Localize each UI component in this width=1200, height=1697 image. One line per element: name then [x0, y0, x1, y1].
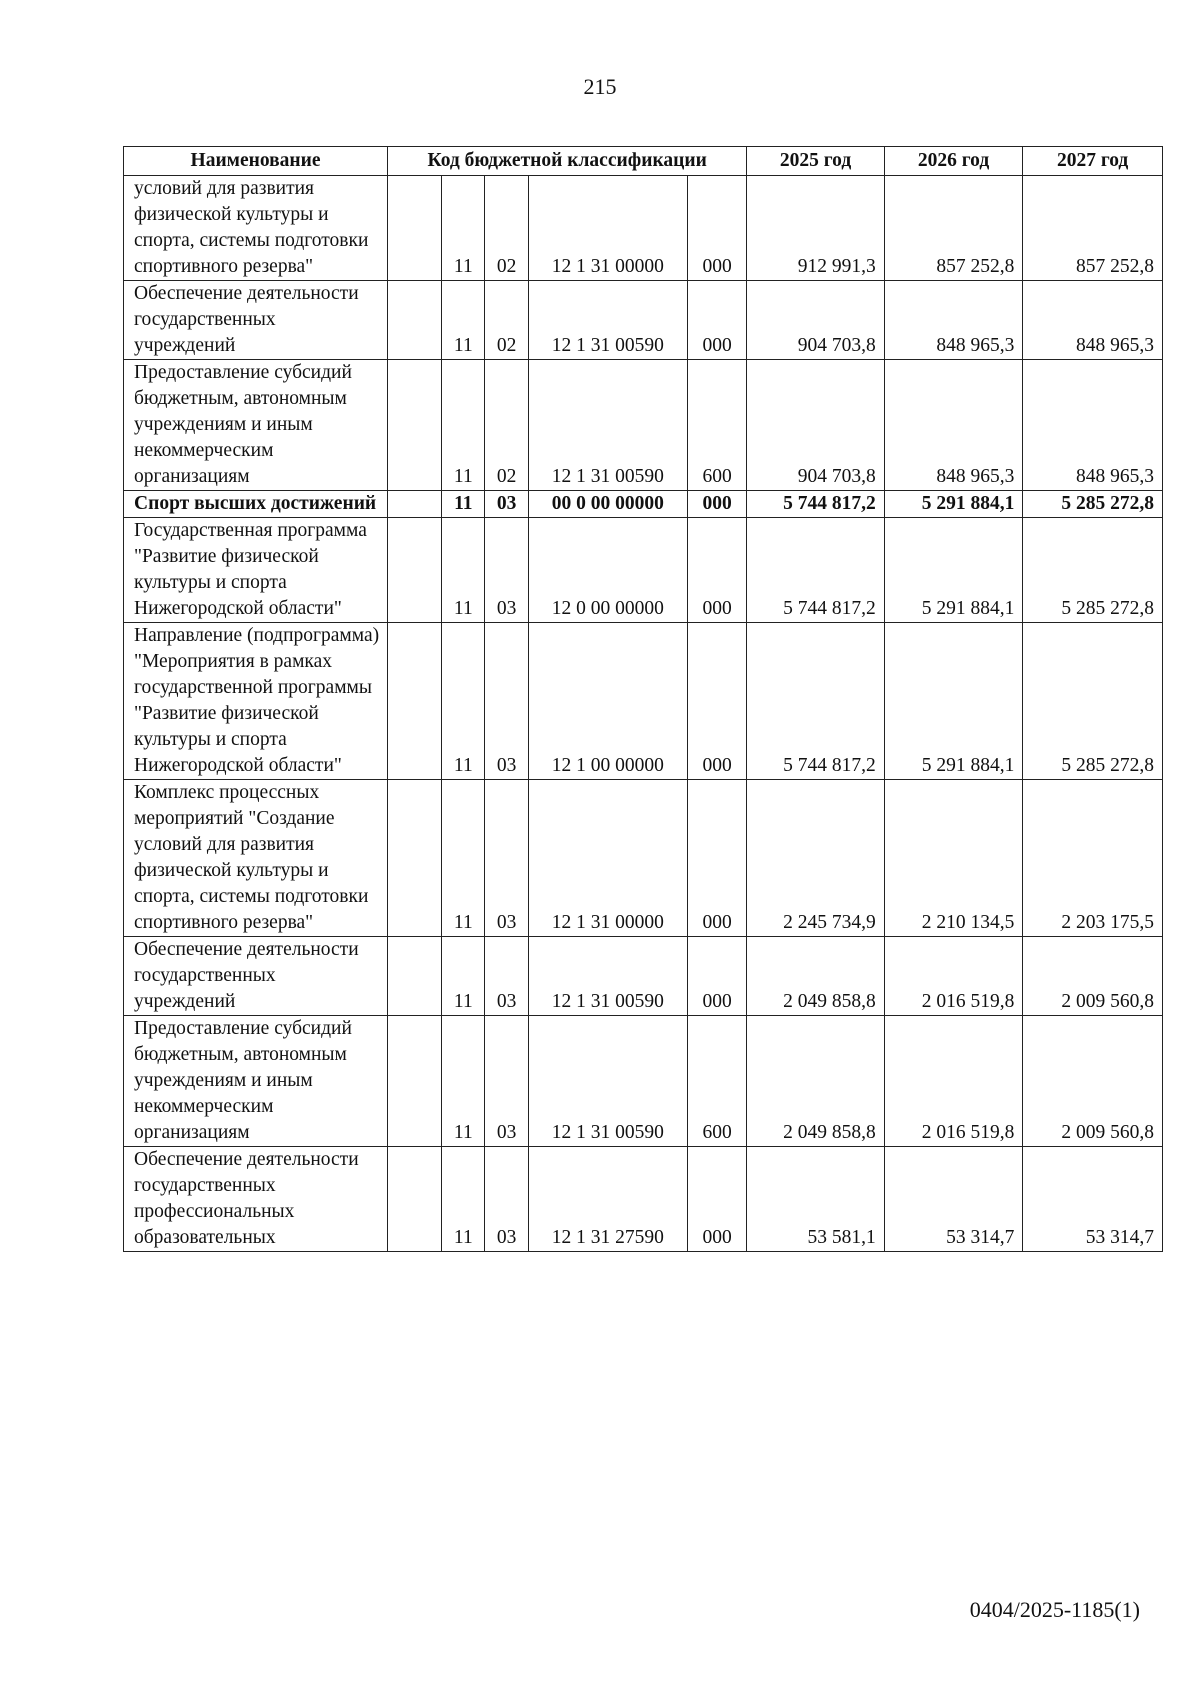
- cell-section: 11: [442, 623, 485, 780]
- cell-ved: [388, 1147, 442, 1252]
- cell-name: Государственная программа "Развитие физической культуры и спорта Нижегородской области": [124, 518, 388, 623]
- cell-ved: [388, 491, 442, 518]
- table-row: [124, 780, 1163, 937]
- cell-name: условий для развития физической культуры и спорта, системы подготовки спортивного резерва": [124, 176, 388, 281]
- cell-subsection: 03: [485, 1147, 528, 1252]
- cell-target-article: 12 0 00 00000: [528, 518, 687, 623]
- cell-2026: 857 252,8: [884, 176, 1023, 281]
- cell-2025: 5 744 817,2: [747, 518, 884, 623]
- cell-ved: [388, 281, 442, 360]
- cell-subsection: 03: [485, 937, 528, 1016]
- cell-ved: [388, 360, 442, 491]
- cell-2027: 857 252,8: [1023, 176, 1163, 281]
- cell-name: Обеспечение деятельности государственных учреждений: [124, 281, 388, 360]
- cell-section: 11: [442, 176, 485, 281]
- cell-target-article: 12 1 31 00590: [528, 1016, 687, 1147]
- cell-2026: 5 291 884,1: [884, 518, 1023, 623]
- cell-target-article: 00 0 00 00000: [528, 491, 687, 518]
- cell-subsection: 03: [485, 1016, 528, 1147]
- cell-2027: 2 009 560,8: [1023, 937, 1163, 1016]
- cell-2026: 848 965,3: [884, 281, 1023, 360]
- cell-2027: 2 009 560,8: [1023, 1016, 1163, 1147]
- cell-subsection: 03: [485, 491, 528, 518]
- cell-2025: 2 049 858,8: [747, 937, 884, 1016]
- budget-table: [123, 146, 1163, 1252]
- cell-name: Предоставление субсидий бюджетным, автономным учреждениям и иным некоммерческим организациям: [124, 1016, 388, 1147]
- cell-target-article: 12 1 00 00000: [528, 623, 687, 780]
- cell-subsection: 02: [485, 176, 528, 281]
- cell-name: Обеспечение деятельности государственных учреждений: [124, 937, 388, 1016]
- table-row: [124, 623, 1163, 780]
- cell-2025: 5 744 817,2: [747, 491, 884, 518]
- cell-2025: 2 049 858,8: [747, 1016, 884, 1147]
- header-2027: 2027 год: [1023, 147, 1163, 176]
- header-code: Код бюджетной классификации: [388, 147, 747, 176]
- page-number: 215: [583, 74, 617, 99]
- cell-expense-type: 000: [687, 518, 747, 623]
- cell-name: Направление (подпрограмма) "Мероприятия в рамках государственной программы "Развитие физической культуры и спорта Нижегородской области": [124, 623, 388, 780]
- cell-section: 11: [442, 518, 485, 623]
- cell-target-article: 12 1 31 00000: [528, 780, 687, 937]
- cell-2025: 912 991,3: [747, 176, 884, 281]
- cell-expense-type: 600: [687, 360, 747, 491]
- cell-subsection: 02: [485, 360, 528, 491]
- cell-section: 11: [442, 937, 485, 1016]
- cell-expense-type: 600: [687, 1016, 747, 1147]
- cell-expense-type: 000: [687, 176, 747, 281]
- cell-2027: 848 965,3: [1023, 281, 1163, 360]
- header-name: Наименование: [124, 147, 388, 176]
- cell-ved: [388, 780, 442, 937]
- cell-name: Обеспечение деятельности государственных профессиональных образовательных: [124, 1147, 388, 1252]
- cell-name: Предоставление субсидий бюджетным, автономным учреждениям и иным некоммерческим организациям: [124, 360, 388, 491]
- table-row: [124, 937, 1163, 1016]
- table-row: [124, 491, 1163, 518]
- cell-section: 11: [442, 491, 485, 518]
- cell-2025: 53 581,1: [747, 1147, 884, 1252]
- cell-target-article: 12 1 31 00590: [528, 360, 687, 491]
- cell-ved: [388, 518, 442, 623]
- cell-ved: [388, 623, 442, 780]
- cell-2026: 53 314,7: [884, 1147, 1023, 1252]
- cell-2026: 5 291 884,1: [884, 623, 1023, 780]
- cell-2027: 53 314,7: [1023, 1147, 1163, 1252]
- cell-subsection: 02: [485, 281, 528, 360]
- cell-2025: 904 703,8: [747, 360, 884, 491]
- cell-2026: 5 291 884,1: [884, 491, 1023, 518]
- cell-subsection: 03: [485, 780, 528, 937]
- cell-subsection: 03: [485, 623, 528, 780]
- cell-2027: 848 965,3: [1023, 360, 1163, 491]
- cell-ved: [388, 176, 442, 281]
- cell-2026: 848 965,3: [884, 360, 1023, 491]
- cell-section: 11: [442, 1147, 485, 1252]
- cell-section: 11: [442, 780, 485, 937]
- cell-2027: 5 285 272,8: [1023, 491, 1163, 518]
- cell-2025: 2 245 734,9: [747, 780, 884, 937]
- table-header-row: [124, 147, 1163, 176]
- cell-2025: 904 703,8: [747, 281, 884, 360]
- cell-expense-type: 000: [687, 623, 747, 780]
- cell-expense-type: 000: [687, 281, 747, 360]
- cell-name: Комплекс процессных мероприятий "Создание условий для развития физической культуры и спорта, системы подготовки спортивного резерва": [124, 780, 388, 937]
- cell-target-article: 12 1 31 00590: [528, 281, 687, 360]
- cell-subsection: 03: [485, 518, 528, 623]
- cell-2027: 5 285 272,8: [1023, 518, 1163, 623]
- cell-name: Спорт высших достижений: [124, 491, 388, 518]
- cell-target-article: 12 1 31 00590: [528, 937, 687, 1016]
- cell-expense-type: 000: [687, 491, 747, 518]
- header-2026: 2026 год: [884, 147, 1023, 176]
- cell-expense-type: 000: [687, 1147, 747, 1252]
- cell-section: 11: [442, 360, 485, 491]
- cell-target-article: 12 1 31 00000: [528, 176, 687, 281]
- cell-2025: 5 744 817,2: [747, 623, 884, 780]
- table-row: [124, 1147, 1163, 1252]
- table-row: [124, 281, 1163, 360]
- cell-section: 11: [442, 281, 485, 360]
- cell-2027: 5 285 272,8: [1023, 623, 1163, 780]
- table-row: [124, 176, 1163, 281]
- header-2025: 2025 год: [747, 147, 884, 176]
- cell-ved: [388, 937, 442, 1016]
- cell-2026: 2 016 519,8: [884, 1016, 1023, 1147]
- cell-target-article: 12 1 31 27590: [528, 1147, 687, 1252]
- cell-2026: 2 016 519,8: [884, 937, 1023, 1016]
- cell-expense-type: 000: [687, 937, 747, 1016]
- table-row: [124, 360, 1163, 491]
- table-body: [124, 176, 1163, 1252]
- document-code: 0404/2025-1185(1): [969, 1597, 1140, 1622]
- cell-section: 11: [442, 1016, 485, 1147]
- cell-ved: [388, 1016, 442, 1147]
- cell-expense-type: 000: [687, 780, 747, 937]
- cell-2027: 2 203 175,5: [1023, 780, 1163, 937]
- table-row: [124, 518, 1163, 623]
- cell-2026: 2 210 134,5: [884, 780, 1023, 937]
- table-row: [124, 1016, 1163, 1147]
